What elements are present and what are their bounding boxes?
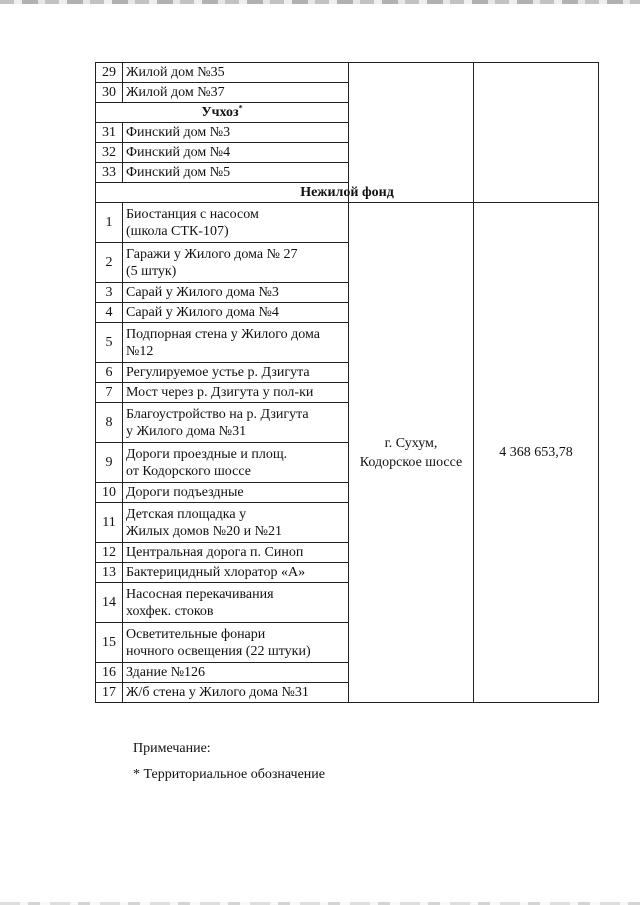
row-name-line: Здание №126 (126, 665, 206, 680)
row-number: 33 (96, 163, 123, 183)
row-number: 4 (96, 303, 123, 323)
row-number: 3 (96, 283, 123, 303)
row-number: 15 (96, 623, 123, 663)
subheading-text: Учхоз (201, 105, 239, 120)
row-number: 2 (96, 243, 123, 283)
row-name-line: Бактерицидный хлоратор «А» (126, 565, 306, 580)
row-name (123, 323, 349, 363)
row-name-line: Дороги проездные и площ. (126, 446, 288, 462)
row-name (123, 243, 349, 283)
row-name (123, 283, 349, 303)
row-name-line: Сарай у Жилого дома №4 (126, 305, 279, 320)
row-name (123, 303, 349, 323)
row-name: Финский дом №4 (123, 143, 349, 163)
row-name (123, 403, 349, 443)
table-row (96, 63, 599, 83)
row-name (123, 363, 349, 383)
row-name-line: Осветительные фонари (126, 626, 266, 642)
row-name (123, 483, 349, 503)
subheading-cell (96, 103, 349, 123)
row-name-line: Ж/б стена у Жилого дома №31 (126, 685, 309, 700)
row-name-line: Гаражи у Жилого дома № 27 (126, 246, 298, 262)
row-name: Финский дом №5 (123, 163, 349, 183)
location-line: г. Сухум, (384, 435, 438, 451)
upper-value-cell (474, 63, 599, 203)
row-number: 5 (96, 323, 123, 363)
row-name (123, 623, 349, 663)
row-name-line: Подпорная стена у Жилого дома (126, 326, 320, 342)
row-name-line: (5 штук) (126, 263, 177, 279)
row-name (123, 583, 349, 623)
row-name: Финский дом №3 (123, 123, 349, 143)
row-name-line: Регулируемое устье р. Дзигута (126, 365, 310, 380)
row-number: 7 (96, 383, 123, 403)
row-name: Жилой дом №37 (123, 83, 349, 103)
value-cell: 4 368 653,78 (474, 203, 599, 703)
location-line: Кодорское шоссе (359, 454, 463, 470)
row-number: 13 (96, 563, 123, 583)
row-name-line: у Жилого дома №31 (126, 423, 247, 439)
row-name (123, 663, 349, 683)
row-name-line: Центральная дорога п. Синоп (126, 545, 304, 560)
row-number: 17 (96, 683, 123, 703)
row-name: Жилой дом №35 (123, 63, 349, 83)
row-name (123, 503, 349, 543)
note-title: Примечание: (133, 741, 211, 756)
row-name-line: Мост через р. Дзигута у пол-ки (126, 385, 314, 400)
row-name (123, 563, 349, 583)
subheading-marker: * (238, 103, 243, 113)
row-name-line: Детская площадка у (126, 506, 247, 522)
row-name (123, 383, 349, 403)
row-number: 32 (96, 143, 123, 163)
row-number: 8 (96, 403, 123, 443)
section-title: Нежилой фонд (96, 183, 599, 203)
row-name-line: Насосная перекачивания (126, 586, 274, 602)
location-cell (349, 203, 474, 703)
row-name-line: Жилых домов №20 и №21 (126, 523, 282, 539)
row-number: 10 (96, 483, 123, 503)
row-number: 31 (96, 123, 123, 143)
row-name-line: Благоустройство на р. Дзигута (126, 406, 309, 422)
row-number: 1 (96, 203, 123, 243)
row-name-line: от Кодорского шоссе (126, 463, 251, 479)
note-text: * Территориальное обозначение (133, 767, 325, 782)
row-name-line: №12 (126, 343, 154, 359)
scan-edge-top (0, 0, 640, 4)
row-number: 29 (96, 63, 123, 83)
table-row (96, 203, 599, 243)
row-name-line: ночного освещения (22 штуки) (126, 643, 311, 659)
row-name-line: Биостанция с насосом (126, 206, 259, 222)
section-row (96, 183, 599, 203)
row-number: 6 (96, 363, 123, 383)
row-name (123, 443, 349, 483)
property-table (95, 62, 599, 703)
row-number: 12 (96, 543, 123, 563)
row-number: 11 (96, 503, 123, 543)
row-name (123, 543, 349, 563)
row-name-line: Сарай у Жилого дома №3 (126, 285, 279, 300)
row-number: 14 (96, 583, 123, 623)
row-name (123, 683, 349, 703)
row-name-line: Дороги подъездные (126, 485, 244, 500)
row-number: 9 (96, 443, 123, 483)
row-number: 30 (96, 83, 123, 103)
row-number: 16 (96, 663, 123, 683)
row-name-line: хохфек. стоков (126, 603, 214, 619)
upper-location-cell (349, 63, 474, 203)
row-name-line: (школа СТК-107) (126, 223, 229, 239)
row-name (123, 203, 349, 243)
